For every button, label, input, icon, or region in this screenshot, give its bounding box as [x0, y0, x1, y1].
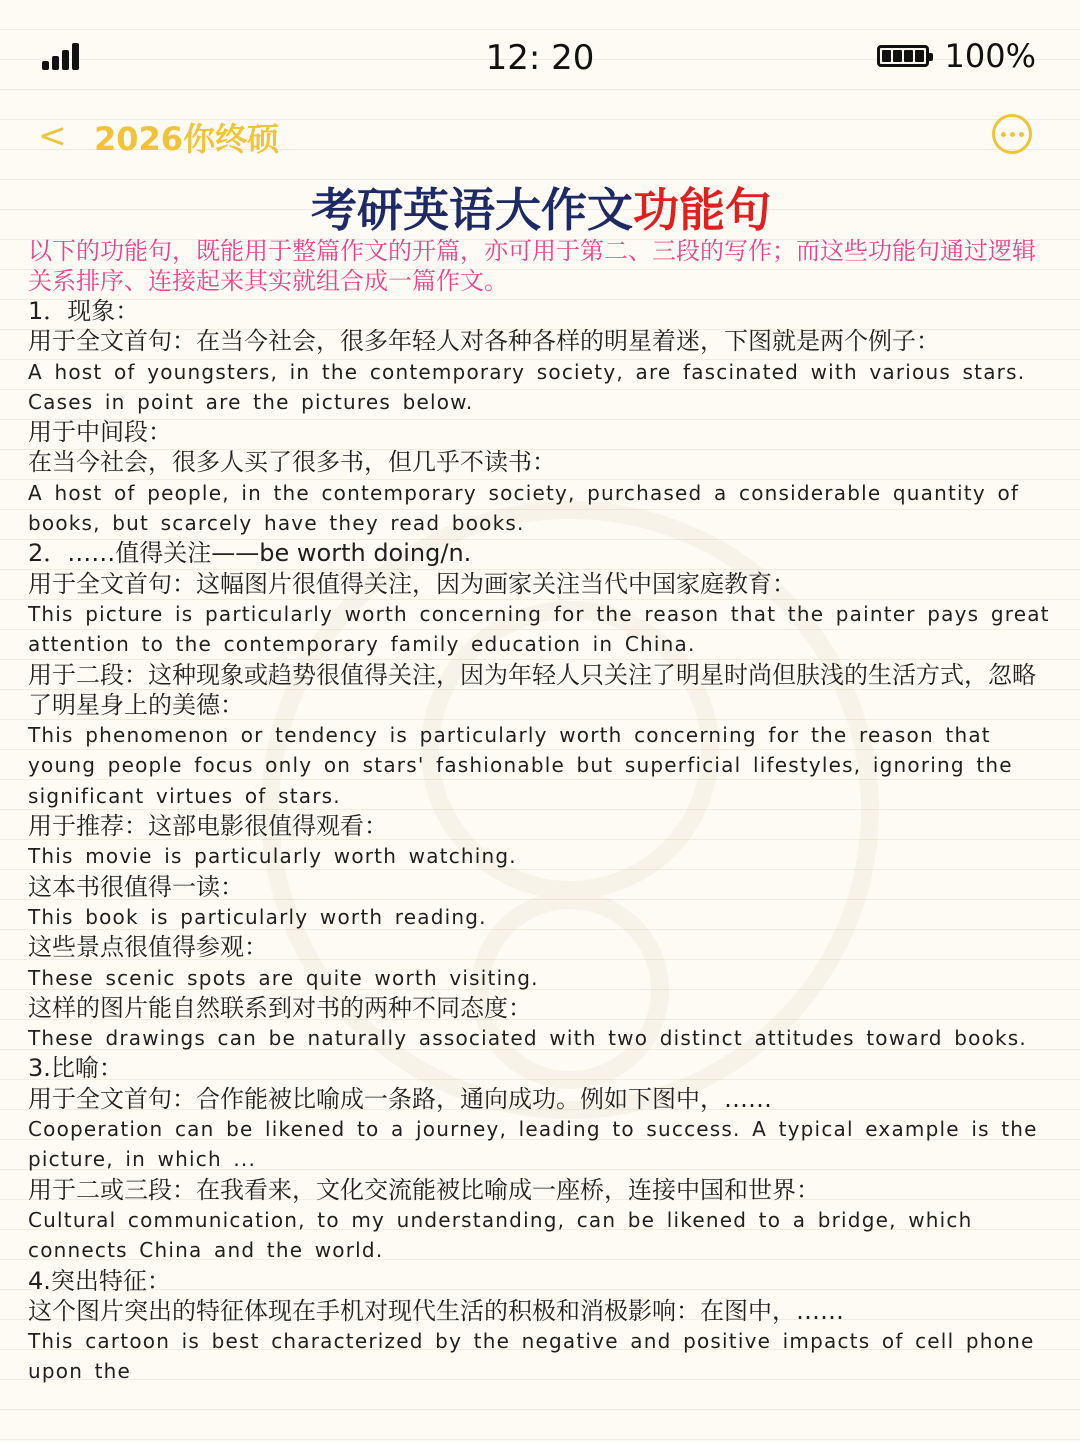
battery-icon: [877, 45, 929, 67]
section-heading: 2．……值得关注——be worth doing/n.: [28, 539, 472, 568]
nav-title: 2026你终硕: [94, 120, 280, 158]
more-options-icon[interactable]: [992, 114, 1032, 154]
text-line: 用于全文首句：在当今社会，很多年轻人对各种各样的明星着迷，下图就是两个例子：: [28, 327, 940, 356]
text-line: 这些景点很值得参观：: [28, 933, 268, 962]
text-line: 在当今社会，很多人买了很多书，但几乎不读书：: [28, 448, 556, 477]
text-line: 用于推荐：这部电影很值得观看：: [28, 812, 388, 841]
text-line: 用于二或三段：在我看来，文化交流能被比喻成一座桥，连接中国和世界：: [28, 1175, 820, 1204]
english-sentence: This movie is particularly worth watching.: [28, 844, 517, 869]
text-line: 用于二段：这种现象或趋势很值得关注，因为年轻人只关注了明星时尚但肤浅的生活方式，忽略了明星身上的美德：: [28, 660, 1036, 719]
english-sentence: Cultural communication, to my understanding, can be likened to a bridge, which connects China and the world.: [28, 1207, 973, 1263]
intro-paragraph: 以下的功能句，既能用于整篇作文的开篇，亦可用于第二、三段的写作；而这些功能句通过逻辑关系排序、连接起来其实就组合成一篇作文。: [28, 237, 1036, 295]
document-title: [28, 180, 1054, 240]
section-heading: 1．现象：: [28, 297, 140, 325]
title-main: 考研英语大作文: [311, 183, 633, 237]
text-line: 用于全文首句：这幅图片很值得关注，因为画家关注当代中国家庭教育：: [28, 569, 796, 598]
text-line: 这个图片突出的特征体现在手机对现代生活的积极和消极影响：在图中，……: [28, 1296, 844, 1325]
english-sentence: Cooperation can be likened to a journey, leading to success. A typical example is the picture, in which ...: [28, 1117, 1038, 1172]
text-line: 用于中间段：: [28, 418, 172, 447]
text-line: 用于全文首句：合作能被比喻成一条路，通向成功。例如下图中，……: [28, 1084, 772, 1113]
back-chevron-icon[interactable]: <: [38, 116, 67, 156]
status-bar: [0, 0, 1080, 110]
english-sentence: This book is particularly worth reading.: [28, 904, 487, 929]
nav-bar: [0, 108, 1080, 164]
english-sentence: These drawings can be naturally associated with two distinct attitudes toward books.: [28, 1026, 1027, 1051]
document-body: [28, 180, 1054, 1387]
english-sentence: This picture is particularly worth concerning for the reason that the painter pays great attention to the contemporary family education in China.: [28, 601, 1050, 657]
title-accent: 功能句: [633, 183, 771, 237]
battery-indicator: [877, 38, 1036, 74]
section-heading: 3.比喻：: [28, 1054, 123, 1083]
battery-percent: 100%: [944, 37, 1036, 75]
english-sentence: This cartoon is best characterized by the negative and positive impacts of cell phone upon the: [28, 1329, 1035, 1384]
text-line: 这本书很值得一读：: [28, 872, 244, 901]
status-time: 12: 20: [485, 38, 595, 78]
english-sentence: A host of youngsters, in the contemporary society, are fascinated with various stars. Cases in point are the pictures below.: [28, 359, 1026, 414]
section-heading: 4.突出特征：: [28, 1266, 171, 1295]
english-sentence: These scenic spots are quite worth visiting.: [28, 965, 539, 990]
text-line: 这样的图片能自然联系到对书的两种不同态度：: [28, 993, 532, 1022]
english-sentence: This phenomenon or tendency is particularly worth concerning for the reason that young people focus only on stars' fashionable but superficial lifestyles, ignoring the significant virtues of stars.: [28, 723, 1013, 808]
english-sentence: A host of people, in the contemporary society, purchased a considerable quantity of books, but scarcely have they read books.: [28, 480, 1020, 536]
